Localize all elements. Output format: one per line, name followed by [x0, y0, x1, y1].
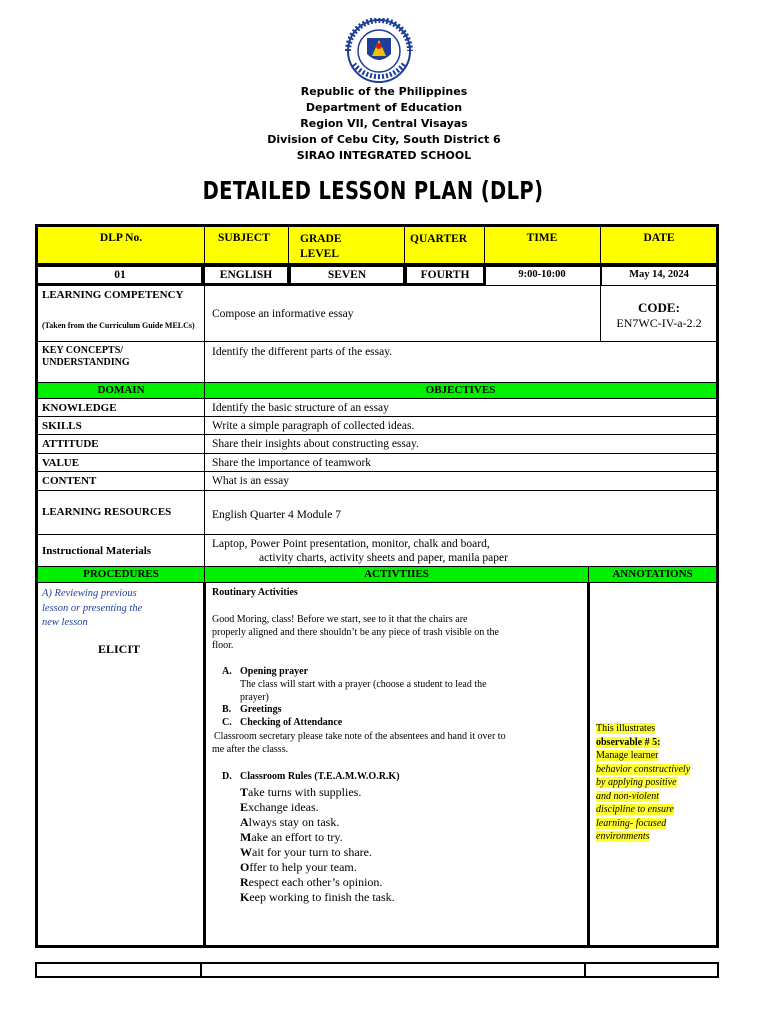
annotation-line6: and non-violent: [596, 790, 660, 802]
rule-o: Offer to help your team.: [240, 860, 357, 874]
annotation-line7: discipline to ensure: [596, 804, 674, 815]
instructional-materials-line1: Laptop, Power Point presentation, monitor, chalk and board,: [212, 538, 490, 550]
deped-seal: [336, 18, 422, 84]
procedure-review: [42, 587, 184, 631]
learning-competency-value: Compose an informative essay: [212, 308, 354, 320]
header-school: SIRAO INTEGRATED SCHOOL: [296, 149, 472, 162]
row-skills-value: Write a simple paragraph of collected ideas.: [212, 420, 415, 432]
learning-resources-label: LEARNING RESOURCES: [42, 506, 172, 518]
row-attitude-value: Share their insights about constructing essay.: [212, 438, 419, 450]
item-c-label: C.: [222, 717, 232, 728]
learning-resources-value: English Quarter 4 Module 7: [212, 509, 342, 521]
item-b-label: B.: [222, 704, 232, 715]
row-knowledge-label: KNOWLEDGE: [42, 402, 117, 414]
header-quarter: QUARTER: [410, 233, 468, 245]
item-d-label: D.: [222, 771, 232, 782]
activities-header: ACTIVTIIES: [364, 568, 429, 580]
greeting-line3: floor.: [212, 640, 234, 651]
procedures-header: PROCEDURES: [83, 568, 159, 580]
instructional-materials-line2: activity charts, activity sheets and paper, manila paper: [259, 552, 508, 564]
value-quarter: FOURTH: [420, 269, 470, 281]
rule-t: Take turns with supplies.: [240, 785, 362, 799]
learning-competency-label: LEARNING COMPETENCY: [42, 289, 184, 301]
rule-e: Exchange ideas.: [240, 800, 319, 814]
domain-header: DOMAIN: [97, 384, 145, 396]
value-grade-level: SEVEN: [327, 269, 367, 281]
item-c-line1: Classroom secretary please take note of the absentees and hand it over to: [214, 731, 506, 742]
key-concepts-value: Identify the different parts of the essay.: [212, 346, 393, 358]
row-attitude-label: ATTITUDE: [42, 438, 99, 450]
greeting-line1: Good Moring, class! Before we start, see to it that the chairs are: [212, 614, 468, 625]
key-concepts-label: KEY CONCEPTS/ UNDERSTANDING: [42, 345, 130, 368]
header-date: DATE: [643, 232, 675, 244]
annotation-line4: behavior constructively: [596, 763, 691, 775]
item-b-title: Greetings: [240, 704, 282, 715]
routinary-activities: Routinary Activities: [212, 587, 298, 598]
header-grade-level: GRADE LEVEL: [300, 233, 342, 260]
value-dlp-no: 01: [114, 269, 126, 281]
annotation-line9: environments: [596, 831, 650, 842]
learning-competency-note: (Taken from the Curriculum Guide MELCs): [42, 321, 195, 330]
instructional-materials-label: Instructional Materials: [42, 545, 152, 557]
header-division: Division of Cebu City, South District 6: [267, 133, 501, 146]
page-title: DETAILED LESSON PLAN (DLP): [202, 176, 544, 205]
annotation-line1: This illustrates: [596, 723, 656, 734]
item-a-label: A.: [222, 666, 232, 677]
row-knowledge-value: Identify the basic structure of an essay: [212, 402, 389, 414]
annotations-header: ANNOTATIONS: [612, 568, 693, 580]
value-date: May 14, 2024: [629, 269, 689, 280]
header-republic: Republic of the Philippines: [300, 85, 468, 98]
next-page-row: [35, 962, 719, 978]
procedure-line2: lesson or presenting the: [42, 602, 143, 614]
annotation-line2: observable # 5:: [596, 736, 661, 748]
item-c-line2: me after the classs.: [212, 744, 289, 755]
objectives-header: OBJECTIVES: [425, 384, 496, 396]
rule-w: Wait for your turn to share.: [240, 845, 372, 859]
procedure-phase: ELICIT: [97, 642, 141, 656]
annotation-block: [596, 722, 690, 844]
value-time: 9:00-10:00: [518, 269, 566, 280]
annotation-line8: learning- focused: [596, 817, 667, 829]
row-content-value: What is an essay: [212, 475, 289, 487]
rule-k: Keep working to finish the task.: [240, 890, 395, 904]
header-department: Department of Education: [305, 101, 463, 114]
code-value: EN7WC-IV-a-2.2: [616, 316, 702, 330]
row-value-value: Share the importance of teamwork: [212, 457, 372, 469]
item-d-title: Classroom Rules (T.E.A.M.W.O.R.K): [240, 771, 400, 782]
header-dlp-no: DLP No.: [99, 232, 143, 244]
code-label: CODE:: [638, 300, 680, 315]
header-time: TIME: [526, 232, 558, 244]
rule-a: Always stay on task.: [240, 815, 340, 829]
value-subject: ENGLISH: [219, 269, 273, 281]
annotation-line3: Manage learner: [596, 750, 659, 761]
rule-m: Make an effort to try.: [240, 830, 343, 844]
item-a-line2: prayer): [240, 692, 269, 703]
annotation-line5: by applying positive: [596, 777, 677, 788]
procedure-line1: A) Reviewing previous: [42, 588, 137, 599]
header-subject: SUBJECT: [218, 232, 270, 244]
greeting-line2: properly aligned and there shouldn’t be any piece of trash visible on the: [212, 627, 499, 638]
row-value-label: VALUE: [42, 457, 80, 469]
item-a-title: Opening prayer: [240, 666, 309, 677]
procedure-line3: new lesson: [42, 617, 88, 628]
row-content-label: CONTENT: [42, 475, 97, 487]
item-a-line1: The class will start with a prayer (choose a student to lead the: [240, 679, 487, 690]
rule-r: Respect each other’s opinion.: [240, 875, 383, 889]
header-region: Region VII, Central Visayas: [300, 117, 468, 130]
item-c-title: Checking of Attendance: [240, 717, 343, 728]
row-skills-label: SKILLS: [42, 420, 82, 432]
